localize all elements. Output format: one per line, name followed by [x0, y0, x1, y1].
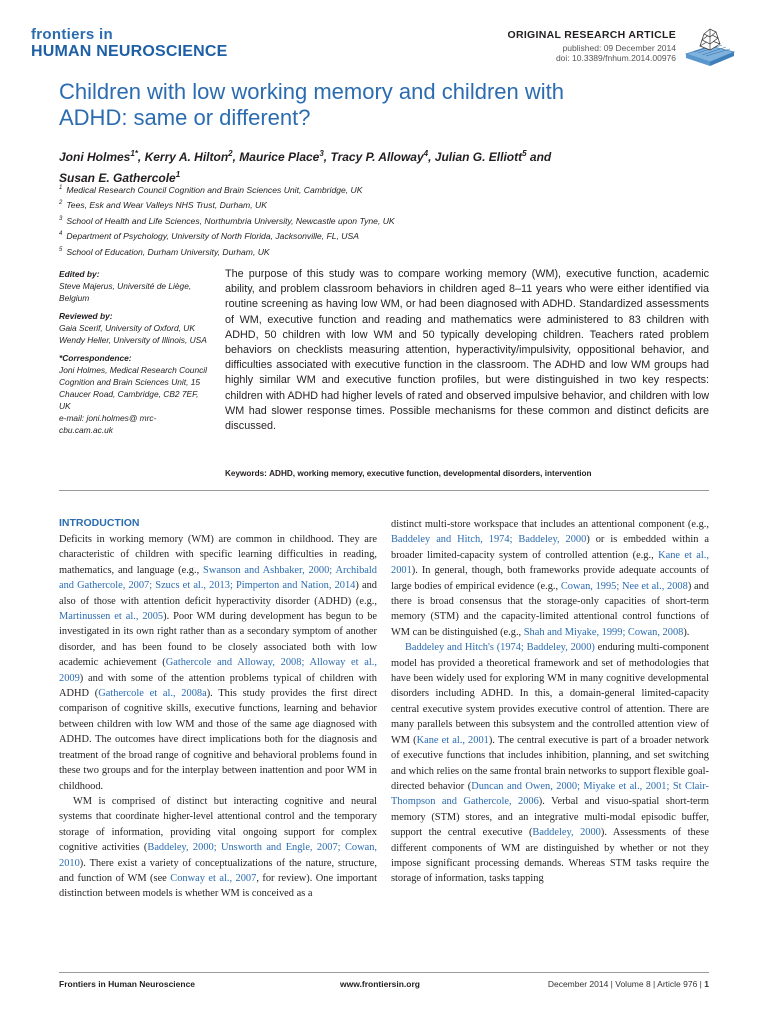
column-right-text: [391, 517, 709, 887]
author-name[interactable]: Susan E. Gathercole: [59, 171, 176, 185]
author-name[interactable]: Tracy P. Alloway: [330, 150, 424, 164]
body-column-right: [391, 517, 709, 887]
body-paragraph: Baddeley and Hitch's (1974; Baddeley, 2000) enduring multi-component model has provided a theoretical framework and set of methodologies that have been widely used for exploring WM in many cognitive developmental disorders including ADHD. In this, a domain-general limited-capacity central executive system provides executive control of attention. There are many parallels between this subsystem and the controlled attention view of WM (Kane et al., 2001). The central executive is part of a broader network of executive functions that includes inhibition, planning, and set switching and which relies on the same frontal brain networks to support flexible goal-directed behavior (Duncan and Owen, 2000; Miyake et al., 2001; St Clair-Thompson and Gathercole, 2006). Verbal and visuo-spatial short-term memory (STM) stores, and an integrative multi-modal episodic buffer, support the central executive (Baddeley, 2000). Assessments of these different components of WM are distinguished by whether or not they impose significant processing demands. Whereas STM tasks require the storage of information, tasks tapping: [391, 642, 710, 885]
page-number: 1: [704, 979, 709, 989]
editorial-sidebar: [59, 268, 209, 436]
footer-url[interactable]: www.frontiersin.org: [340, 979, 420, 989]
journal-logo-top: frontiers in: [31, 26, 113, 43]
article-type: ORIGINAL RESEARCH ARTICLE: [507, 29, 676, 41]
correspondence-address: Joni Holmes, Medical Research Council Cognition and Brain Sciences Unit, 15 Chaucer Road, Cambridge, CB2 7EF, UK: [59, 365, 208, 411]
body-paragraph: WM is comprised of distinct but interacting cognitive and neural systems that coordinate higher-level attentional control and the temporary storage of information, providing vital ongoing support for complex cognitive activities (Baddeley, 2000; Unsworth and Engle, 2007; Cowan, 2010). There exist a variety of conceptualizations of the nature, structure, and function of WM (see Conway et al., 2007, for review). One important distinction between models is whether WM is conceived as a: [59, 795, 377, 900]
footer-issue-info: December 2014 | Volume 8 | Article 976 |: [547, 979, 702, 989]
abstract: The purpose of this study was to compare working memory (WM), executive function, academic ability, and problem classroom behaviors in children aged 8–11 years who were either identified via routine screening as having low WM, or had been diagnosed with ADHD. Standardized assessments of WM, executive function and reading and mathematics were administered to 83 children with ADHD, 50 children with low WM and 50 typically developing children. Teachers rated problem behaviors on checklists measuring attention, hyperactivity/impulsivity, oppositional behavior, and difficulties associated with executive function in the classroom. The ADHD and low WM groups had highly similar WM and executive function profiles, but were distinguished in two key respects: children with ADHD had higher levels of rated and observed impulsive behavior, and children with low WM had slower response times. Possible mechanisms for these common and distinct deficits are discussed.: [225, 268, 709, 433]
author-name[interactable]: Joni Holmes: [59, 150, 131, 164]
paper-title-line-1: Children with low working memory and children with: [59, 79, 564, 104]
author-affiliation-marker: 3: [319, 149, 324, 158]
citation-link[interactable]: Gathercole et al., 2008a: [98, 688, 207, 700]
section-heading-introduction: INTRODUCTION: [59, 517, 140, 529]
citation-link[interactable]: Gathercole and Alloway, 2008; Alloway et al., 2009: [59, 657, 377, 684]
citation-link[interactable]: Conway et al., 2007: [170, 872, 257, 884]
citation-link[interactable]: Baddeley and Hitch, 1974; Baddeley, 2000: [391, 534, 587, 546]
author-affiliation-marker: 5: [522, 149, 527, 158]
author-list: Joni Holmes$^{1*}$, Kerry A. Hilton$^2$, Maurice Place$^3$, Tracy P. Alloway$^4$, Julian G. Elliott$^5$ and Susan E. Gathercole$^1$: [59, 149, 552, 185]
author-affiliation-marker: 2: [228, 149, 233, 158]
reviewer-1: Gaia Scerif, University of Oxford, UK: [59, 323, 195, 333]
citation-link[interactable]: Baddeley and Hitch's (1974; Baddeley, 2000): [405, 642, 595, 654]
keywords-label: Keywords:: [225, 469, 267, 478]
paper-title: [59, 79, 699, 131]
affiliation-list: [59, 182, 709, 259]
citation-link[interactable]: Duncan and Owen, 2000; Miyake et al., 2001; St Clair-Thompson and Gathercole, 2006: [391, 780, 709, 808]
citation-link[interactable]: Kane et al., 2001: [416, 734, 489, 746]
correspondence-email[interactable]: e-mail: joni.holmes@ mrc-cbu.cam.ac.uk: [59, 413, 157, 435]
footer-divider: [59, 972, 709, 973]
doi: doi: 10.3389/fnhum.2014.00976: [555, 53, 676, 63]
affiliation: $^2$ Tees, Esk and Wear Valleys NHS Trust, Durham, UK: [59, 200, 267, 211]
author-affiliation-marker: 1: [175, 170, 181, 179]
citation-link[interactable]: Baddeley, 2000: [532, 827, 601, 839]
affiliation: $^3$ School of Health and Life Sciences, Northumbria University, Newcastle upon Tyne, UK: [59, 215, 395, 226]
citation-link[interactable]: Shah and Miyake, 1999; Cowan, 2008: [523, 626, 684, 638]
citation-link[interactable]: Kane et al., 2001: [391, 549, 710, 577]
correspondence-label: *Correspondence:: [59, 353, 132, 363]
citation-link[interactable]: Cowan, 1995; Nee et al., 2008: [560, 580, 688, 592]
column-left-text: [59, 532, 377, 902]
affiliation: $^1$ Medical Research Council Cognition and Brain Sciences Unit, Cambridge, UK: [59, 184, 363, 195]
body-column-left: [59, 517, 377, 902]
reviewer-2: Wendy Heller, University of Illinois, USA: [59, 335, 207, 345]
body-paragraph: distinct multi-store workspace that includes an attentional component (e.g., Baddeley and Hitch, 1974; Baddeley, 2000) or is embedded within a broader limited-capacity system of controlled attention (e.g., Kane et al., 2001). In general, though, both frameworks provide adequate accounts of large bodies of empirical evidence (e.g., Cowan, 1995; Nee et al., 2008) and there is broad consensus that the storage-only capacities of short-term memory (STM) and the capacity-limited attentional control functions of WM can be distinguished (e.g., Shah and Miyake, 1999; Cowan, 2008).: [391, 519, 710, 638]
citation-link[interactable]: Swanson and Ashbaker, 2000; Archibald and Gathercole, 2007; Szucs et al., 2013; Pimperton and Nation, 2014: [59, 564, 377, 592]
author-affiliation-marker: 4: [423, 149, 429, 158]
keywords: [225, 469, 709, 478]
edited-by: Steve Majerus, Université de Liège, Belgium: [59, 281, 192, 303]
paper-title-line-2: ADHD: same or different?: [59, 105, 311, 130]
published-date: published: 09 December 2014: [562, 43, 676, 53]
author-name[interactable]: Kerry A. Hilton: [144, 150, 229, 164]
affiliation: $^5$ School of Education, Durham University, Durham, UK: [59, 246, 270, 257]
keywords-list: ADHD, working memory, executive function, developmental disorders, intervention: [269, 469, 592, 478]
author-name[interactable]: Maurice Place: [239, 150, 320, 164]
publication-info: [556, 43, 676, 63]
body-paragraph: Deficits in working memory (WM) are common in childhood. They are characteristic of children with specific learning difficulties in reading, mathematics, and language (e.g., Swanson and Ashbaker, 2000; Archibald and Gathercole, 2007; Szucs et al., 2013; Pimperton and Nation, 2014) and also of those with attention deficit hyperactivity disorder (ADHD) (e.g., Martinussen et al., 2005). Poor WM during development has begun to be investigated in its own right rather than as a secondary symptom of another disorder, and has been found to be closely associated both with low academic achievement (Gathercole and Alloway, 2008; Alloway et al., 2009) and with some of the attention problems typical of children with ADHD (Gathercole et al., 2008a). This study provides the first direct comparison of cognitive skills, executive functions, learning and behavior between children with low WM and those of the same age diagnosed with ADHD. The outcomes have direct implications both for the diagnosis and treatment of the broad range of cognitive and behavioral problems found in these two groups and for the interplay between inattention and poor WM in childhood.: [59, 534, 377, 792]
author-affiliation-marker: 1*: [130, 149, 138, 158]
reviewed-by-label: Reviewed by:: [59, 311, 113, 321]
journal-logo-name: HUMAN NEUROSCIENCE: [31, 43, 228, 60]
citation-link[interactable]: Baddeley, 2000; Unsworth and Engle, 2007; Cowan, 2010: [59, 842, 377, 869]
footer-issue: [548, 979, 709, 989]
footer-journal: Frontiers in Human Neuroscience: [59, 979, 196, 989]
citation-link[interactable]: Martinussen et al., 2005: [59, 611, 164, 623]
author-name[interactable]: Julian G. Elliott: [434, 150, 523, 164]
divider: [59, 490, 709, 491]
affiliation: $^4$ Department of Psychology, University of North Florida, Jacksonville, FL, USA: [59, 231, 359, 242]
journal-cube-icon: [680, 22, 740, 68]
edited-by-label: Edited by:: [59, 269, 100, 279]
